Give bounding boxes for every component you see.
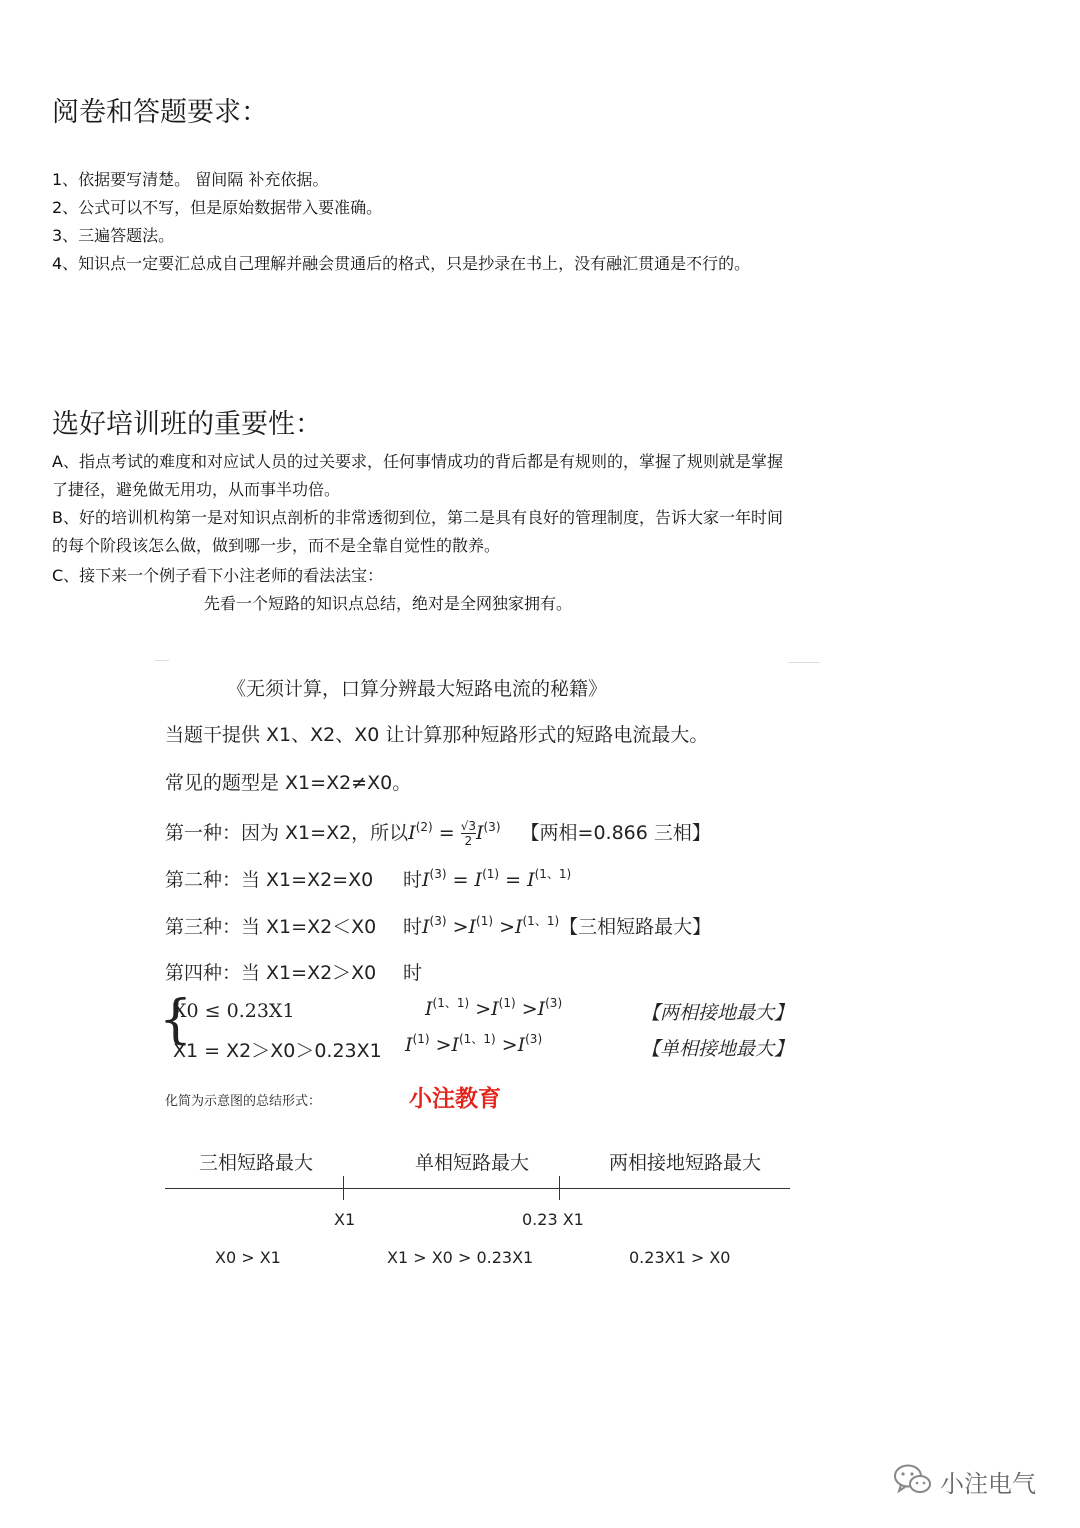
formula-eq: = bbox=[452, 869, 469, 891]
case3-label: 第三种：当 X1=X2＜X0 bbox=[165, 916, 377, 938]
list-item: 1、依据要写清楚。 留间隔 补充依据。 bbox=[52, 170, 329, 189]
section-title-importance: 选好培训班的重要性： bbox=[52, 409, 322, 440]
wechat-icon bbox=[893, 1462, 933, 1498]
when-text: 时 bbox=[403, 916, 423, 938]
figure-edge-right bbox=[788, 662, 820, 663]
paragraph-line: 先看一个短路的知识点总结，绝对是全网独家拥有。 bbox=[204, 594, 573, 613]
case4-label: 第四种：当 X1=X2＞X0 bbox=[165, 962, 377, 984]
sub1-formula bbox=[425, 998, 562, 1020]
formula-I: I bbox=[405, 1034, 413, 1056]
formula-I: I bbox=[408, 822, 416, 844]
formula-I: I bbox=[422, 869, 430, 891]
sub1-cond: X0 ≤ 0.23X1 bbox=[173, 1000, 295, 1022]
axis-tick bbox=[559, 1176, 560, 1200]
paragraph-line: 了捷径，避免做无用功，从而事半功倍。 bbox=[52, 480, 341, 499]
formula-I: I bbox=[425, 998, 433, 1020]
formula-I: I bbox=[422, 916, 430, 938]
formula-sup: (1、1) bbox=[534, 867, 572, 881]
formula-I: I bbox=[474, 869, 483, 891]
paragraph-line: C、接下来一个例子看下小注老师的看法法宝： bbox=[52, 566, 384, 585]
formula-sup: (1、1) bbox=[522, 914, 560, 928]
formula-I: I bbox=[491, 998, 499, 1020]
tick-label: X1 bbox=[334, 1210, 356, 1229]
formula-sup: (1、1) bbox=[432, 996, 470, 1010]
summary-label: 化简为示意图的总结形式： bbox=[165, 1094, 322, 1109]
short-circuit-figure bbox=[155, 660, 820, 1300]
case2-label: 第二种：当 X1=X2=X0 bbox=[165, 869, 374, 891]
fraction bbox=[461, 819, 476, 848]
paragraph-line: 的每个阶段该怎么做，做到哪一步，而不是全靠自觉性的散养。 bbox=[52, 536, 501, 555]
sub2-formula bbox=[405, 1034, 542, 1056]
case3-note: 【三相短路最大】 bbox=[559, 916, 712, 938]
formula-sup: (3) bbox=[483, 820, 501, 834]
case2-formula bbox=[403, 865, 571, 892]
formula-sup: (1、1) bbox=[459, 1032, 496, 1046]
when-text: 时 bbox=[403, 869, 423, 891]
formula-eq: = bbox=[438, 822, 455, 844]
formula-I: I bbox=[517, 1034, 526, 1056]
formula-I: I bbox=[537, 998, 546, 1020]
range-label: X1 > X0 > 0.23X1 bbox=[387, 1248, 534, 1267]
figure-title: 《无须计算，口算分辨最大短路电流的秘籍》 bbox=[227, 678, 608, 700]
case1-label: 第一种：因为 X1=X2，所以 bbox=[165, 822, 409, 844]
formula-gt: > bbox=[501, 1034, 518, 1056]
range-label: X0 > X1 bbox=[215, 1248, 281, 1267]
formula-gt: > bbox=[475, 998, 492, 1020]
list-item: 3、三遍答题法。 bbox=[52, 226, 175, 245]
brace-icon: { bbox=[159, 990, 193, 1050]
formula-gt: > bbox=[452, 916, 469, 938]
frac-den: 2 bbox=[464, 834, 473, 848]
formula-sup: (3) bbox=[429, 914, 447, 928]
figure-edge-left bbox=[155, 660, 169, 661]
formula-eq: = bbox=[505, 869, 522, 891]
segment-label: 三相短路最大 bbox=[199, 1152, 314, 1174]
case4-when: 时 bbox=[403, 962, 423, 984]
segment-label: 单相短路最大 bbox=[415, 1152, 530, 1174]
range-label: 0.23X1 > X0 bbox=[629, 1248, 731, 1267]
section-title-reading: 阅卷和答题要求： bbox=[52, 97, 268, 128]
sub1-note: 【两相接地最大】 bbox=[641, 1002, 794, 1024]
frac-num: √3 bbox=[460, 819, 476, 833]
formula-gt: > bbox=[499, 916, 515, 938]
tick-label: 0.23 X1 bbox=[522, 1210, 584, 1229]
formula-I: I bbox=[527, 869, 535, 891]
list-item: 2、公式可以不写，但是原始数据带入要准确。 bbox=[52, 198, 383, 217]
formula-gt: > bbox=[521, 998, 538, 1020]
case1-note: 【两相=0.866 三相】 bbox=[520, 822, 711, 844]
formula-I: I bbox=[475, 822, 484, 844]
case1-row bbox=[165, 818, 711, 848]
sub2-cond: X1 = X2＞X0＞0.23X1 bbox=[173, 1040, 382, 1062]
formula-I: I bbox=[451, 1034, 459, 1056]
formula-sup: (1) bbox=[476, 914, 494, 928]
segment-label: 两相接地短路最大 bbox=[609, 1152, 762, 1174]
paragraph-line: A、指点考试的难度和对应试人员的过关要求，任何事情成功的背后都是有规则的，掌握了规则就是掌握 bbox=[52, 452, 783, 471]
figure-intro: 当题干提供 X1、X2、X0 让计算那种短路形式的短路电流最大。 bbox=[165, 724, 709, 746]
brand-label: 小注教育 bbox=[409, 1086, 501, 1112]
formula-gt: > bbox=[435, 1034, 452, 1056]
list-item: 4、知识点一定要汇总成自己理解并融会贯通后的格式，只是抄录在书上，没有融汇贯通是不行的。 bbox=[52, 254, 751, 273]
case3-formula bbox=[403, 912, 711, 939]
formula-sup: (3) bbox=[525, 1032, 543, 1046]
formula-sup: (1) bbox=[482, 867, 500, 881]
sub2-note: 【单相接地最大】 bbox=[641, 1038, 794, 1060]
formula-sup: (3) bbox=[545, 996, 563, 1010]
formula-I: I bbox=[468, 916, 477, 938]
formula-sup: (1) bbox=[498, 996, 516, 1010]
figure-common: 常见的题型是 X1=X2≠X0。 bbox=[165, 772, 412, 794]
watermark-text: 小注电气 bbox=[940, 1470, 1036, 1498]
axis-tick bbox=[343, 1176, 344, 1200]
axis-line bbox=[165, 1188, 790, 1189]
formula-sup: (3) bbox=[429, 867, 447, 881]
formula-I: I bbox=[514, 916, 523, 938]
paragraph-line: B、好的培训机构第一是对知识点剖析的非常透彻到位，第二是具有良好的管理制度，告诉大家一年时间 bbox=[52, 508, 783, 527]
formula-sup: (1) bbox=[412, 1032, 430, 1046]
formula-sup: (2) bbox=[415, 820, 433, 834]
